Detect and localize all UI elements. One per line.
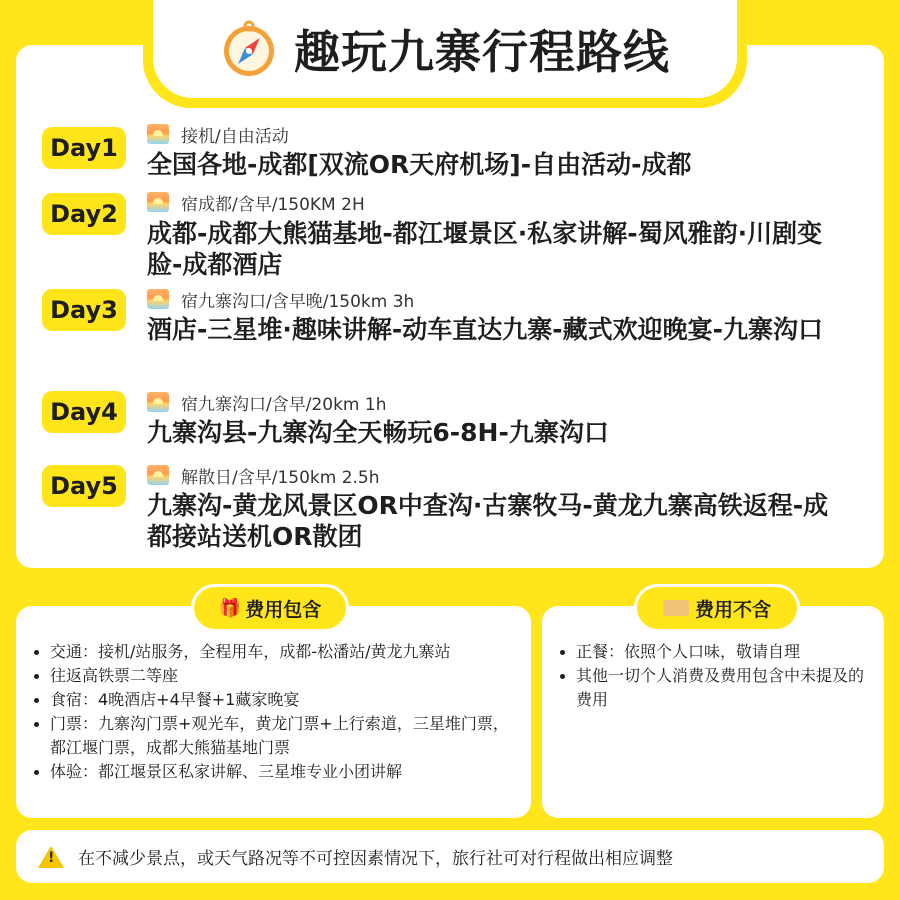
- day-badge: Day2: [42, 193, 126, 235]
- included-title: [191, 584, 349, 632]
- day-route: 九寨沟县-九寨沟全天畅玩6-8H-九寨沟口: [147, 418, 609, 447]
- day-subtitle: [147, 391, 387, 413]
- day-route: 酒店-三星堆·趣味讲解-动车直达九寨-藏式欢迎晚宴-九寨沟口: [147, 315, 824, 344]
- excluded-list: [558, 640, 876, 712]
- header: [153, 0, 737, 98]
- day-badge: Day1: [42, 127, 126, 169]
- warning-icon: [38, 846, 64, 868]
- day-route: 成都-成都大熊猫基地-都江堰景区·私家讲解-蜀风雅韵·川剧变脸-成都酒店: [147, 219, 823, 279]
- day-subtitle: [147, 464, 380, 486]
- excluded-title-text: 费用不含: [694, 598, 771, 621]
- compass-icon: [220, 20, 278, 78]
- day-badge: Day4: [42, 391, 126, 433]
- page-title: 趣玩九寨行程路线: [294, 25, 670, 79]
- included-title-text: 费用包含: [245, 598, 322, 621]
- sunrise-icon: [147, 192, 169, 212]
- notice-bar: [16, 830, 884, 883]
- day-subtitle-text: 宿九寨沟口/含早/20km 1h: [181, 394, 387, 415]
- list-item: 食宿：4晚酒店+4早餐+1藏家晚宴: [32, 688, 522, 712]
- day-subtitle-text: 宿成都/含早/150KM 2H: [181, 194, 365, 215]
- day-subtitle: [147, 123, 289, 145]
- day-subtitle-text: 宿九寨沟口/含早晚/150km 3h: [181, 291, 415, 312]
- excluded-title: [634, 584, 800, 632]
- day-route: 九寨沟-黄龙风景区OR中查沟·古寨牧马-黄龙九寨高铁返程-成都接站送机OR散团: [147, 491, 829, 551]
- list-item: 正餐：依照个人口味，敬请自理: [558, 640, 876, 664]
- list-item: 往返高铁票二等座: [32, 664, 522, 688]
- day-subtitle: [147, 288, 414, 310]
- included-list: [32, 640, 522, 784]
- list-item: 门票：九寨沟门票+观光车，黄龙门票+上行索道，三星堆门票，都江堰门票，成都大熊猫基地门票: [32, 712, 522, 760]
- list-item: 体验：都江堰景区私家讲解、三星堆专业小团讲解: [32, 760, 522, 784]
- included-box: [16, 606, 531, 818]
- excluded-box: [542, 606, 884, 818]
- day-badge: Day5: [42, 465, 126, 507]
- sunrise-icon: [147, 465, 169, 485]
- ticket-icon: [663, 600, 689, 616]
- day-subtitle-text: 解散日/含早/150km 2.5h: [181, 467, 380, 488]
- notice-text: 在不减少景点，或天气路况等不可控因素情况下，旅行社可对行程做出相应调整: [78, 849, 673, 869]
- day-route: 全国各地-成都[双流OR天府机场]-自由活动-成都: [147, 150, 692, 179]
- day-badge: Day3: [42, 289, 126, 331]
- sunrise-icon: [147, 124, 169, 144]
- day-subtitle: [147, 191, 365, 213]
- gift-icon: 🎁: [218, 597, 242, 619]
- list-item: 交通：接机/站服务，全程用车，成都-松潘站/黄龙九寨站: [32, 640, 522, 664]
- list-item: 其他一切个人消费及费用包含中未提及的费用: [558, 664, 876, 712]
- sunrise-icon: [147, 392, 169, 412]
- sunrise-icon: [147, 289, 169, 309]
- day-subtitle-text: 接机/自由活动: [181, 126, 289, 147]
